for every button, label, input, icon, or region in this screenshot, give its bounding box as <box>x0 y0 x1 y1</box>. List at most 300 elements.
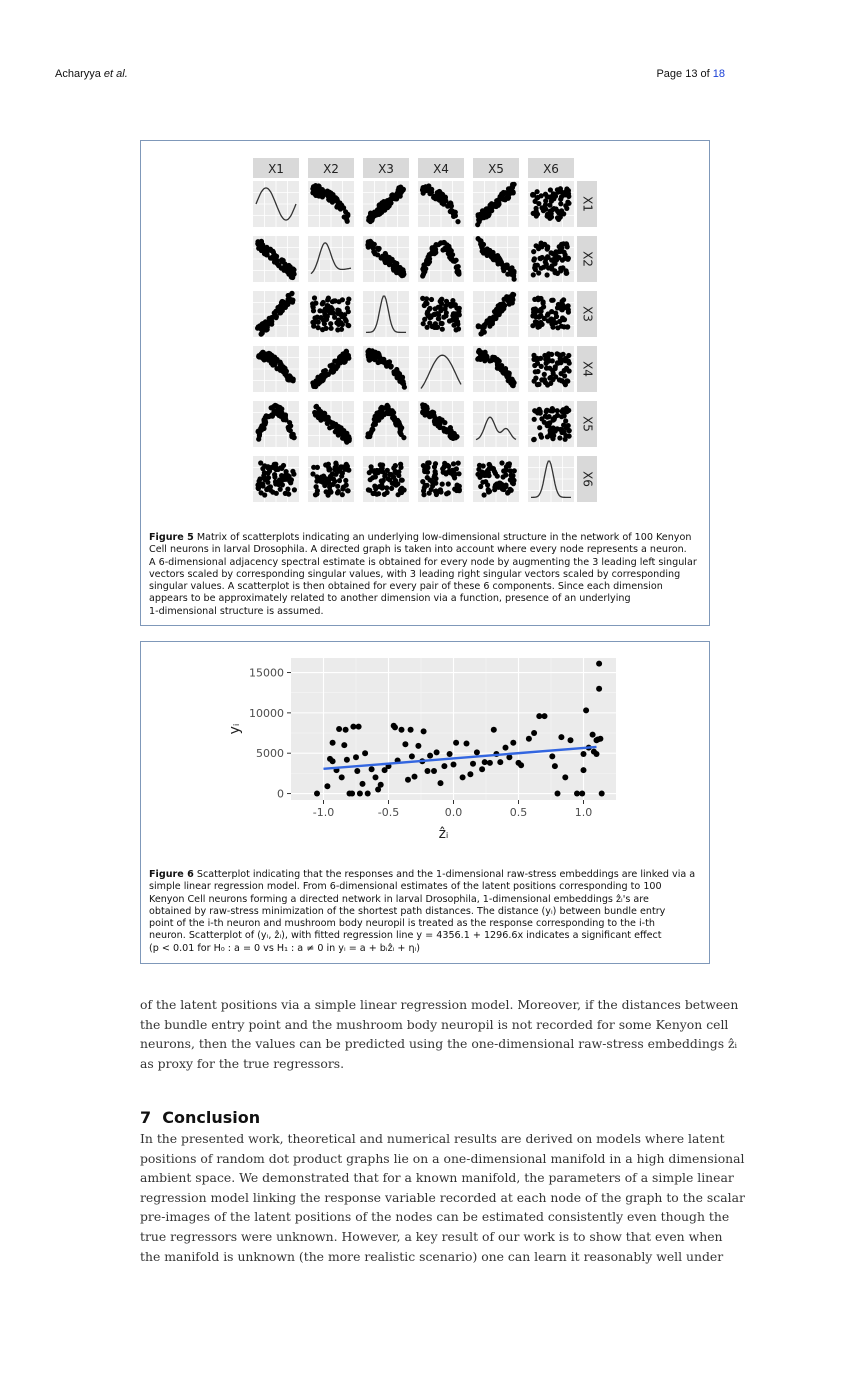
matrix-point <box>400 188 405 193</box>
matrix-point <box>562 324 567 329</box>
row-strip-label: X3 <box>580 306 595 322</box>
column-strip <box>308 158 354 178</box>
matrix-point <box>443 303 448 308</box>
matrix-point <box>481 356 486 361</box>
matrix-point <box>442 420 447 425</box>
row-strip-label: X1 <box>580 196 595 212</box>
matrix-panel <box>473 346 519 392</box>
data-point <box>451 762 457 768</box>
matrix-point <box>366 354 371 359</box>
matrix-point <box>510 382 515 387</box>
matrix-panel <box>308 291 354 337</box>
data-point <box>415 743 421 749</box>
data-point <box>453 740 459 746</box>
y-tick-label: 10000 <box>249 706 284 720</box>
matrix-point <box>279 481 284 486</box>
matrix-point <box>256 429 261 434</box>
matrix-point <box>434 325 439 330</box>
matrix-point <box>504 468 509 473</box>
matrix-point <box>279 466 284 471</box>
matrix-point <box>541 299 546 304</box>
column-strip <box>363 158 409 178</box>
matrix-point <box>380 485 385 490</box>
matrix-point <box>319 315 324 320</box>
matrix-point <box>286 492 291 497</box>
matrix-point <box>337 478 342 483</box>
matrix-point <box>346 323 351 328</box>
matrix-panel <box>528 181 574 227</box>
matrix-point <box>333 472 338 477</box>
matrix-point <box>456 271 461 276</box>
matrix-point <box>315 375 320 380</box>
matrix-panel <box>528 346 574 392</box>
matrix-point <box>557 435 562 440</box>
text-line: positions of random dot product graphs lie on a one-dimensional manifold in a high dimensional <box>140 1150 745 1166</box>
matrix-point <box>274 491 279 496</box>
data-point <box>536 713 542 719</box>
matrix-point <box>534 213 539 218</box>
matrix-point <box>423 411 428 416</box>
matrix-point <box>509 189 514 194</box>
matrix-point <box>448 304 453 309</box>
matrix-point <box>502 485 507 490</box>
matrix-point <box>343 478 348 483</box>
data-point <box>434 749 440 755</box>
matrix-point <box>531 272 536 277</box>
matrix-point <box>382 492 387 497</box>
matrix-point <box>551 298 556 303</box>
data-point <box>343 727 349 733</box>
matrix-point <box>433 416 438 421</box>
x-tick-label: 0.5 <box>509 806 528 819</box>
figure-6-box <box>140 641 710 964</box>
column-strip-label: X1 <box>268 162 284 176</box>
matrix-panel <box>253 346 299 392</box>
matrix-point <box>325 189 330 194</box>
row-strip <box>577 181 597 227</box>
matrix-point <box>438 241 443 246</box>
matrix-point <box>537 425 542 430</box>
matrix-panel <box>528 456 574 502</box>
data-point <box>378 782 384 788</box>
matrix-point <box>479 350 484 355</box>
matrix-point <box>286 293 291 298</box>
data-point <box>552 763 558 769</box>
matrix-panel <box>253 401 299 447</box>
matrix-point <box>336 360 341 365</box>
matrix-point <box>500 308 505 313</box>
text-line: In the presented work, theoretical and numerical results are derived on models where latent <box>140 1131 725 1146</box>
matrix-panel <box>253 236 299 282</box>
matrix-point <box>421 488 426 493</box>
matrix-point <box>451 468 456 473</box>
matrix-point <box>285 264 290 269</box>
matrix-point <box>400 478 405 483</box>
text-line: neurons, then the values can be predicted using the one-dimensional raw-stress embeddings ẑᵢ <box>140 1036 738 1052</box>
matrix-point <box>545 272 550 277</box>
matrix-panel <box>363 456 409 502</box>
matrix-point <box>429 412 434 417</box>
matrix-point <box>330 307 335 312</box>
row-strip <box>577 346 597 392</box>
matrix-point <box>377 246 382 251</box>
caption-line: Scatterplot indicating that the responses and the 1-dimensional raw-stress embeddings are linked via a <box>196 869 696 880</box>
data-point <box>392 724 398 730</box>
matrix-point <box>311 382 316 387</box>
data-point <box>362 750 368 756</box>
matrix-point <box>560 307 565 312</box>
x-tick-label: 0.0 <box>444 806 463 819</box>
matrix-point <box>448 201 453 206</box>
caption-line: 1-dimensional structure is assumed. <box>149 605 324 617</box>
matrix-point <box>373 474 378 479</box>
matrix-point <box>387 477 392 482</box>
y-tick-label: 15000 <box>249 666 284 680</box>
matrix-point <box>511 269 516 274</box>
matrix-panel <box>418 346 464 392</box>
matrix-point <box>259 332 264 337</box>
matrix-panel <box>363 236 409 282</box>
matrix-point <box>533 376 538 381</box>
data-point <box>402 741 408 747</box>
figure-5-label: Figure 5 <box>149 532 194 543</box>
matrix-point <box>450 298 455 303</box>
matrix-point <box>340 314 345 319</box>
matrix-point <box>546 265 551 270</box>
matrix-point <box>393 463 398 468</box>
matrix-point <box>566 201 571 206</box>
row-strip <box>577 401 597 447</box>
matrix-point <box>532 437 537 442</box>
data-point <box>344 757 350 763</box>
matrix-point <box>566 303 571 308</box>
matrix-point <box>440 482 445 487</box>
text-line: ambient space. We demonstrated that for a known manifold, the parameters of a simple linear <box>140 1170 734 1186</box>
matrix-point <box>551 408 556 413</box>
matrix-point <box>343 350 348 355</box>
data-point <box>597 736 603 742</box>
matrix-point <box>558 268 563 273</box>
data-point <box>330 758 336 764</box>
data-point <box>409 753 415 759</box>
matrix-point <box>270 249 275 254</box>
text-line: the manifold is unknown (the more realistic scenario) one can learn it reasonably well under <box>140 1248 724 1264</box>
matrix-point <box>564 366 569 371</box>
data-point <box>579 791 585 797</box>
data-point <box>542 713 548 719</box>
matrix-point <box>446 481 451 486</box>
matrix-point <box>367 470 372 475</box>
matrix-point <box>382 256 387 261</box>
data-point <box>365 791 371 797</box>
matrix-point <box>536 382 541 387</box>
matrix-point <box>423 300 428 305</box>
data-point <box>470 761 476 767</box>
matrix-point <box>420 479 425 484</box>
matrix-panel <box>363 181 409 227</box>
figure-6-caption <box>149 869 701 955</box>
data-point <box>479 766 485 772</box>
matrix-point <box>256 354 261 359</box>
data-point <box>581 767 587 773</box>
data-point <box>441 763 447 769</box>
data-point <box>353 754 359 760</box>
matrix-point <box>257 479 262 484</box>
matrix-point <box>507 266 512 271</box>
figure-5-box <box>140 140 710 626</box>
scatterplot-matrix <box>141 141 711 521</box>
matrix-point <box>564 271 569 276</box>
data-point <box>341 742 347 748</box>
x-tick-label: -1.0 <box>312 806 335 819</box>
matrix-point <box>326 420 331 425</box>
matrix-point <box>499 260 504 265</box>
caption-line: A 6-dimensional adjacency spectral estimate is obtained for every node by augmenting the 3 leading left singular <box>149 556 697 568</box>
matrix-point <box>440 327 445 332</box>
matrix-point <box>276 262 281 267</box>
data-point <box>599 791 605 797</box>
matrix-point <box>346 434 351 439</box>
matrix-point <box>539 416 544 421</box>
matrix-panel <box>308 236 354 282</box>
matrix-point <box>256 437 261 442</box>
matrix-point <box>536 308 541 313</box>
matrix-point <box>564 189 569 194</box>
matrix-point <box>335 484 340 489</box>
matrix-point <box>394 194 399 199</box>
data-point <box>549 753 555 759</box>
matrix-panel <box>418 291 464 337</box>
matrix-point <box>533 267 538 272</box>
matrix-panel <box>253 291 299 337</box>
y-axis-label: yᵢ <box>227 723 243 735</box>
matrix-point <box>339 474 344 479</box>
matrix-point <box>314 474 319 479</box>
section-number: 7 <box>140 1108 152 1127</box>
section-heading-conclusion <box>140 1108 260 1127</box>
matrix-point <box>547 414 552 419</box>
matrix-point <box>501 268 506 273</box>
matrix-point <box>339 327 344 332</box>
matrix-point <box>558 427 563 432</box>
matrix-point <box>433 469 438 474</box>
matrix-point <box>542 353 547 358</box>
matrix-point <box>444 310 449 315</box>
matrix-point <box>425 309 430 314</box>
matrix-panel <box>308 181 354 227</box>
matrix-point <box>537 314 542 319</box>
matrix-point <box>382 474 387 479</box>
matrix-point <box>530 323 535 328</box>
matrix-point <box>438 299 443 304</box>
matrix-point <box>559 249 564 254</box>
data-point <box>518 762 524 768</box>
data-point <box>350 724 356 730</box>
matrix-point <box>261 475 266 480</box>
matrix-point <box>480 480 485 485</box>
matrix-point <box>264 487 269 492</box>
column-strip-label: X6 <box>543 162 559 176</box>
matrix-point <box>492 487 497 492</box>
text-line: of the latent positions via a simple linear regression model. Moreover, if the distances between <box>140 997 739 1012</box>
matrix-point <box>449 208 454 213</box>
data-point <box>408 727 414 733</box>
matrix-point <box>531 192 536 197</box>
matrix-panel <box>528 291 574 337</box>
matrix-panel <box>418 236 464 282</box>
matrix-point <box>498 194 503 199</box>
matrix-point <box>282 475 287 480</box>
matrix-point <box>544 408 549 413</box>
matrix-point <box>486 487 491 492</box>
y-tick-label: 5000 <box>256 747 284 761</box>
matrix-point <box>480 249 485 254</box>
data-point <box>460 774 466 780</box>
matrix-point <box>549 214 554 219</box>
matrix-point <box>371 491 376 496</box>
matrix-point <box>489 253 494 258</box>
matrix-panel <box>418 181 464 227</box>
matrix-point <box>540 377 545 382</box>
matrix-point <box>490 205 495 210</box>
data-point <box>360 781 366 787</box>
matrix-point <box>436 305 441 310</box>
matrix-point <box>379 408 384 413</box>
caption-line: singular values. A scatterplot is then obtained for every pair of these 6 components. Since each dimension <box>149 581 663 593</box>
matrix-point <box>512 182 517 187</box>
matrix-point <box>259 490 264 495</box>
matrix-point <box>346 309 351 314</box>
data-point <box>596 686 602 692</box>
matrix-point <box>378 359 383 364</box>
matrix-point <box>371 355 376 360</box>
matrix-point <box>340 465 345 470</box>
matrix-point <box>446 490 451 495</box>
data-point <box>531 730 537 736</box>
matrix-point <box>430 245 435 250</box>
matrix-panel <box>418 456 464 502</box>
matrix-point <box>326 462 331 467</box>
matrix-point <box>454 265 459 270</box>
x-axis-label: ẑᵢ <box>438 826 449 842</box>
matrix-point <box>427 252 432 257</box>
matrix-point <box>316 183 321 188</box>
matrix-point <box>532 408 537 413</box>
matrix-point <box>385 404 390 409</box>
row-strip <box>577 456 597 502</box>
matrix-panel <box>363 401 409 447</box>
matrix-point <box>505 298 510 303</box>
matrix-point <box>489 321 494 326</box>
data-point <box>357 791 363 797</box>
matrix-point <box>511 478 516 483</box>
matrix-point <box>455 219 460 224</box>
matrix-point <box>547 376 552 381</box>
data-point <box>503 745 509 751</box>
data-point <box>356 724 362 730</box>
matrix-point <box>537 324 542 329</box>
matrix-point <box>334 320 339 325</box>
row-strip <box>577 291 597 337</box>
matrix-point <box>543 259 548 264</box>
matrix-point <box>372 251 377 256</box>
matrix-point <box>392 415 397 420</box>
data-point <box>581 751 587 757</box>
matrix-point <box>272 409 277 414</box>
data-point <box>336 726 342 732</box>
matrix-point <box>433 489 438 494</box>
column-strip-label: X5 <box>488 162 504 176</box>
matrix-point <box>387 203 392 208</box>
matrix-point <box>554 314 559 319</box>
matrix-point <box>422 266 427 271</box>
matrix-point <box>497 303 502 308</box>
matrix-point <box>267 414 272 419</box>
data-point <box>354 768 360 774</box>
author-etal: et al. <box>103 68 128 80</box>
running-authors <box>55 68 128 80</box>
column-strip <box>473 158 519 178</box>
matrix-point <box>261 246 266 251</box>
matrix-point <box>272 472 277 477</box>
matrix-panel <box>308 456 354 502</box>
matrix-point <box>433 481 438 486</box>
matrix-point <box>543 192 548 197</box>
data-point <box>399 727 405 733</box>
matrix-point <box>555 209 560 214</box>
matrix-point <box>512 277 517 282</box>
matrix-point <box>501 474 506 479</box>
matrix-point <box>346 355 351 360</box>
caption-line: Matrix of scatterplots indicating an underlying low-dimensional structure in the network of 100 Kenyon <box>196 532 692 543</box>
data-point <box>431 768 437 774</box>
matrix-point <box>440 321 445 326</box>
matrix-point <box>322 475 327 480</box>
matrix-point <box>279 410 284 415</box>
matrix-point <box>482 322 487 327</box>
matrix-point <box>476 324 481 329</box>
matrix-point <box>388 408 393 413</box>
matrix-point <box>481 242 486 247</box>
matrix-point <box>506 195 511 200</box>
matrix-point <box>333 195 338 200</box>
matrix-point <box>289 477 294 482</box>
matrix-point <box>267 468 272 473</box>
matrix-point <box>370 215 375 220</box>
matrix-point <box>370 241 375 246</box>
matrix-point <box>310 301 315 306</box>
matrix-point <box>334 427 339 432</box>
matrix-panel <box>308 346 354 392</box>
matrix-point <box>328 194 333 199</box>
matrix-panel <box>363 291 409 337</box>
matrix-point <box>398 488 403 493</box>
caption-line: point of the i-th neuron and mushroom body neuropil is treated as the response corresponding to the i-th <box>149 918 655 930</box>
matrix-point <box>558 201 563 206</box>
page-total-link[interactable]: 18 <box>712 68 725 80</box>
matrix-point <box>555 215 560 220</box>
matrix-point <box>427 491 432 496</box>
matrix-point <box>499 460 504 465</box>
matrix-point <box>505 490 510 495</box>
matrix-point <box>562 380 567 385</box>
matrix-point <box>437 419 442 424</box>
data-point <box>568 737 574 743</box>
data-point <box>583 707 589 713</box>
matrix-point <box>288 377 293 382</box>
matrix-point <box>290 469 295 474</box>
matrix-point <box>421 191 426 196</box>
